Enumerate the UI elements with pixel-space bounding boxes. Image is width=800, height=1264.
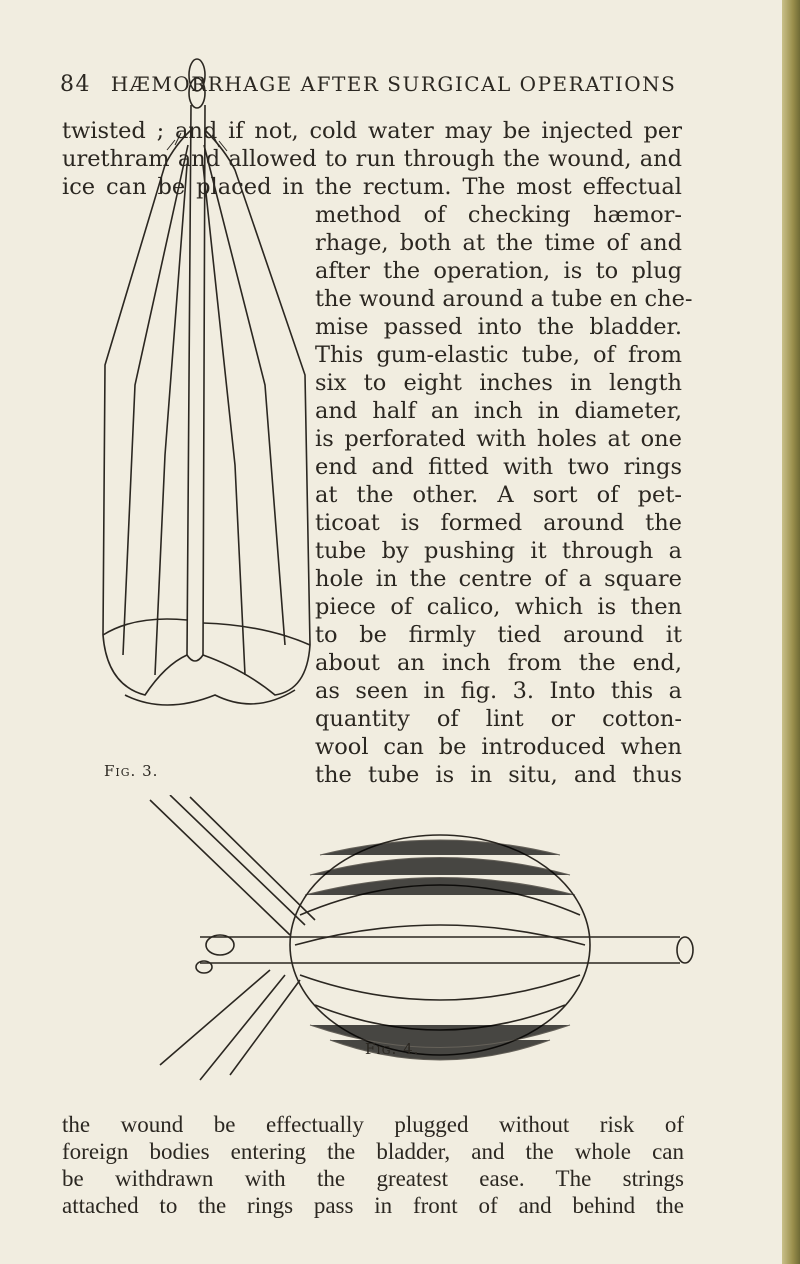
text-line: urethram and allowed to run through the wound, and [62, 146, 682, 172]
text-line: tube by pushing it through a [315, 538, 682, 564]
text-line: as seen in fig. 3. Into this a [315, 678, 682, 704]
text-line: quantity of lint or cotton- [315, 706, 682, 732]
figure-4-illustration [140, 795, 700, 1090]
text-line: the wound around a tube en che- [315, 286, 693, 312]
text-line: be withdrawn with the greatest ease. The strings [62, 1166, 684, 1191]
text-line: the wound be effectually plugged without risk of [62, 1112, 684, 1137]
text-line: about an inch from the end, [315, 650, 682, 676]
text-line: attached to the rings pass in front of and behind the [62, 1193, 684, 1218]
text-line: method of checking hæmor- [315, 202, 682, 228]
figure-4-caption: Fig. 4. [365, 1040, 420, 1058]
text-line: mise passed into the bladder. [315, 314, 682, 340]
text-line: foreign bodies entering the bladder, and the whole can [62, 1139, 684, 1164]
text-line: the tube is in situ, and thus [315, 762, 682, 788]
figure-3-illustration [95, 55, 320, 770]
text-line: rhage, both at the time of and [315, 230, 682, 256]
figure-3-caption: Fig. 3. [104, 762, 159, 780]
text-line: This gum-elastic tube, of from [315, 342, 682, 368]
text-line: hole in the centre of a square [315, 566, 682, 592]
page-edge [782, 0, 800, 1264]
text-line: six to eight inches in length [315, 370, 682, 396]
text-line: ice can be placed in the rectum. The most effectual [62, 174, 682, 200]
text-line: twisted ; and if not, cold water may be injected per [62, 118, 682, 144]
text-line: piece of calico, which is then [315, 594, 682, 620]
text-line: and half an inch in diameter, [315, 398, 682, 424]
text-line: after the operation, is to plug [315, 258, 682, 284]
page-number: 84 [60, 72, 91, 97]
text-line: wool can be introduced when [315, 734, 682, 760]
text-line: is perforated with holes at one [315, 426, 682, 452]
text-line: end and fitted with two rings [315, 454, 682, 480]
running-title: HÆMORRHAGE AFTER SURGICAL OPERATIONS [110, 72, 677, 96]
text-line: at the other. A sort of pet- [315, 482, 682, 508]
text-line: ticoat is formed around the [315, 510, 682, 536]
text-line: to be firmly tied around it [315, 622, 682, 648]
